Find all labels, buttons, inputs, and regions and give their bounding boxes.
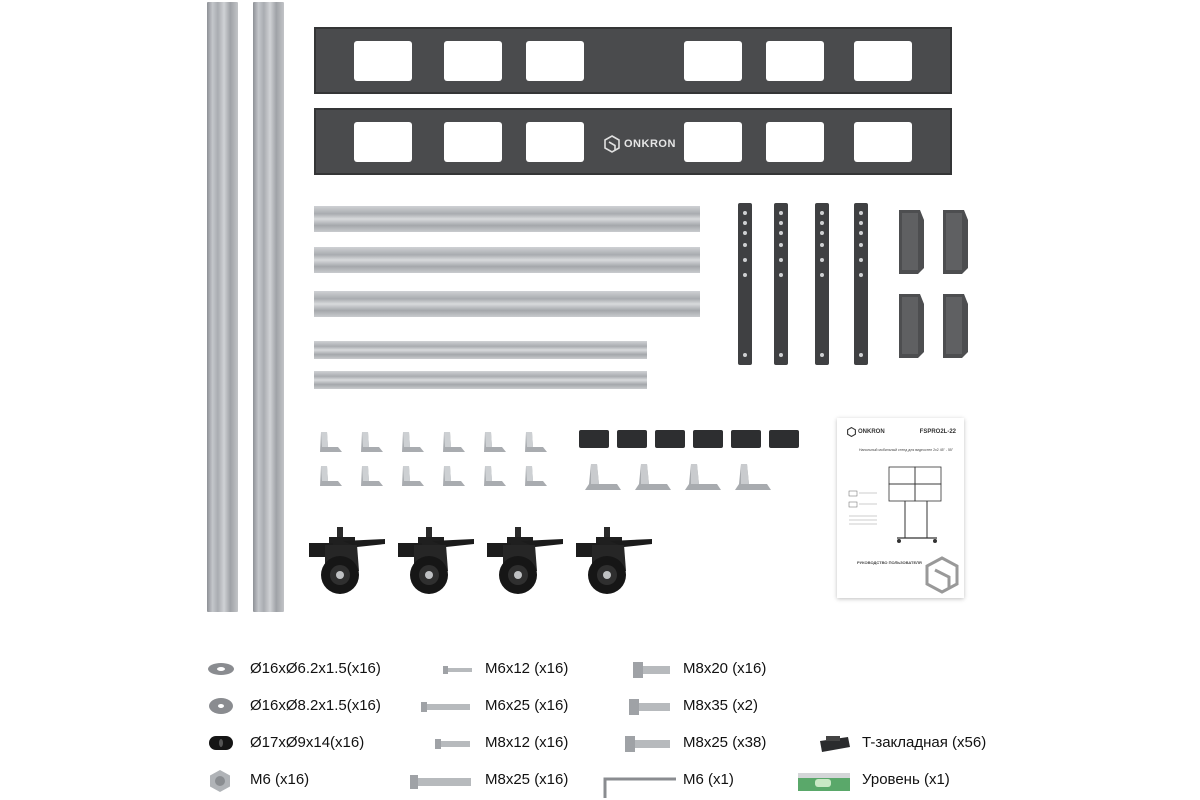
crossbeam-top: [314, 27, 952, 94]
manual-brand: ONKRON: [858, 429, 885, 435]
rubber-pad: [693, 430, 723, 448]
corner-bracket: [318, 430, 344, 454]
brand-logo-icon: [604, 135, 620, 153]
corner-bracket: [318, 464, 344, 488]
bolt-icon: [633, 661, 671, 679]
caster-wheel: [396, 525, 478, 595]
legend-label-t-nut: T-закладная (x56): [862, 734, 987, 751]
corner-bracket: [441, 464, 467, 488]
vesa-bar: [774, 203, 788, 365]
legend-label-washer-8: Ø16xØ8.2x1.5(x16): [250, 697, 381, 714]
manual-cube-icon: [925, 556, 959, 594]
manual-subtitle: Напольный мобильный стенд для видеостен 2х2 45" - 55": [859, 448, 954, 452]
bolt-icon: [625, 735, 671, 753]
legend-label-level: Уровень (x1): [862, 771, 950, 788]
corner-bracket: [523, 464, 549, 488]
t-nut-icon: [818, 733, 852, 755]
base-bracket: [733, 462, 773, 492]
vesa-bar: [815, 203, 829, 365]
vesa-bar: [738, 203, 752, 365]
screw-icon: [421, 701, 471, 713]
legend-label-nut: M6 (x16): [250, 771, 310, 788]
legend-label-hex-key: M6 (x1): [683, 771, 734, 788]
upright-profile-left: [207, 2, 238, 612]
washer-icon: [206, 696, 236, 716]
brand-logo: [604, 134, 676, 154]
crossbeam-bottom: [314, 108, 952, 175]
manual-model: FSPRO2L-22: [919, 429, 956, 435]
horizontal-rail: [314, 206, 700, 232]
corner-bracket: [482, 464, 508, 488]
legend-label-m8x25-bolt: M8x25 (x38): [683, 734, 767, 751]
corner-bracket: [523, 430, 549, 454]
hook-bracket: [940, 208, 972, 276]
hook-bracket: [896, 292, 928, 360]
corner-bracket: [359, 430, 385, 454]
hook-bracket: [896, 208, 928, 276]
bolt-icon: [629, 698, 671, 716]
legend-label-washer-6: Ø16xØ6.2x1.5(x16): [250, 660, 381, 677]
vesa-bar: [854, 203, 868, 365]
rubber-pad: [769, 430, 799, 448]
brand-logo-text: ONKRON: [624, 138, 676, 150]
rubber-pad: [731, 430, 761, 448]
caster-wheel: [574, 525, 656, 595]
screw-icon: [435, 738, 471, 750]
caster-wheel: [485, 525, 567, 595]
rubber-pad: [579, 430, 609, 448]
corner-bracket: [441, 430, 467, 454]
legend-label-m8x20: M8x20 (x16): [683, 660, 767, 677]
corner-bracket: [400, 464, 426, 488]
nut-icon: [208, 769, 232, 793]
horizontal-rail: [314, 247, 700, 273]
rubber-pad: [617, 430, 647, 448]
horizontal-rail-short: [314, 371, 647, 389]
washer-icon: [206, 661, 236, 677]
legend-label-m8x12: M8x12 (x16): [485, 734, 569, 751]
base-bracket: [683, 462, 723, 492]
screw-icon: [410, 774, 472, 790]
manual-illustration: [847, 464, 957, 544]
legend-label-m8x35: M8x35 (x2): [683, 697, 759, 714]
level-icon: [797, 771, 851, 795]
horizontal-rail-short: [314, 341, 647, 359]
corner-bracket: [482, 430, 508, 454]
base-bracket: [633, 462, 673, 492]
corner-bracket: [400, 430, 426, 454]
caster-wheel: [307, 525, 389, 595]
screw-icon: [443, 665, 473, 675]
legend-label-m6x25: M6x25 (x16): [485, 697, 569, 714]
spacer-icon: [207, 733, 235, 753]
base-bracket: [583, 462, 623, 492]
legend-label-m6x12: M6x12 (x16): [485, 660, 569, 677]
hook-bracket: [940, 292, 972, 360]
legend-label-m8x25-screw: M8x25 (x16): [485, 771, 569, 788]
manual-footer: РУКОВОДСТВО ПОЛЬЗОВАТЕЛЯ: [857, 560, 922, 565]
user-manual: [837, 418, 964, 598]
manual-logo-icon: [847, 427, 856, 437]
horizontal-rail: [314, 291, 700, 317]
rubber-pad: [655, 430, 685, 448]
corner-bracket: [359, 464, 385, 488]
upright-profile-right: [253, 2, 284, 612]
hex-key-icon: [601, 776, 677, 800]
legend-label-spacer: Ø17xØ9x14(x16): [250, 734, 365, 751]
